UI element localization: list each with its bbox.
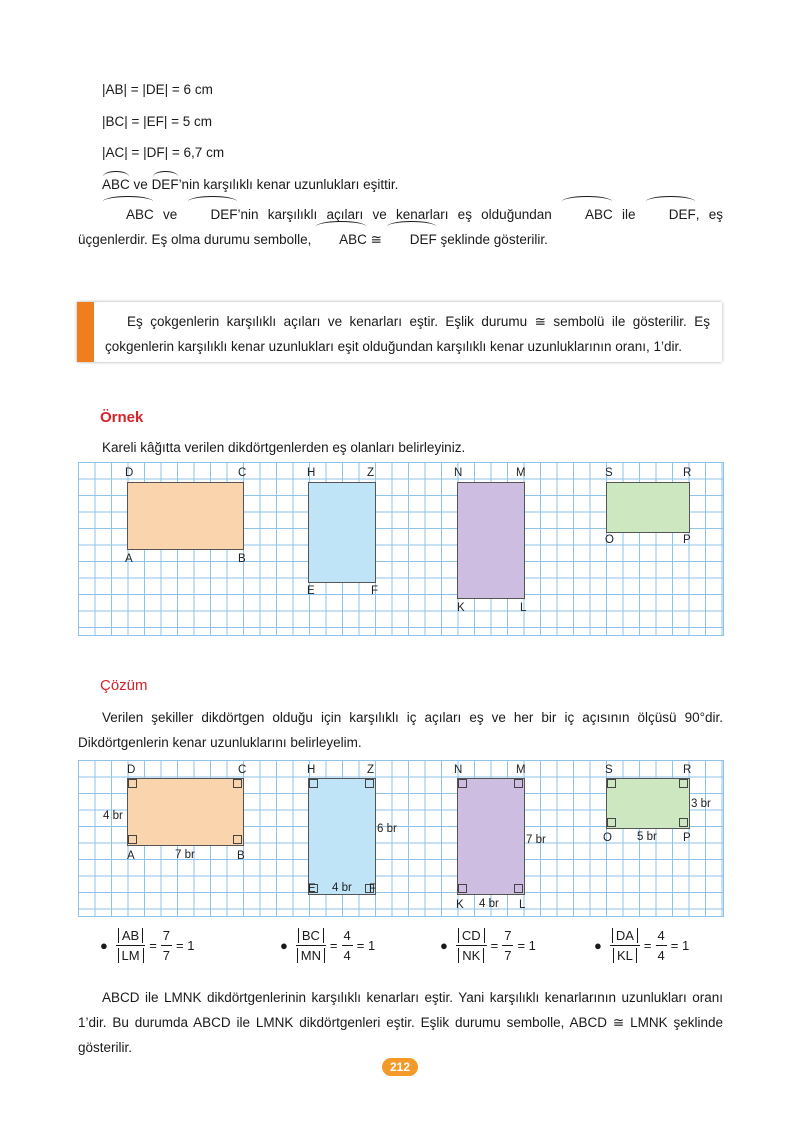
vertex-label: N bbox=[454, 764, 463, 776]
vertex-label: B bbox=[238, 553, 246, 565]
right-angle-mark bbox=[514, 884, 523, 893]
equals-sign: = bbox=[329, 938, 338, 953]
fraction-values bbox=[656, 928, 667, 963]
side-length-label: 3 br bbox=[691, 798, 711, 810]
example-heading: Örnek bbox=[100, 409, 144, 426]
denominator: LM bbox=[118, 948, 144, 963]
rect-abcd bbox=[127, 482, 244, 550]
page-number: 212 bbox=[382, 1058, 418, 1076]
equality-bc-ef: |BC| = |EF| = 5 cm bbox=[102, 114, 213, 129]
vertex-label: H bbox=[307, 467, 316, 479]
rect-oprs bbox=[606, 482, 690, 533]
note-text-part: Eş çokgenlerin karşılıklı açıları ve kenarları eştir. Eşlik durumu bbox=[127, 314, 528, 329]
vertex-label: F bbox=[371, 585, 379, 597]
triangle-def: DEF bbox=[645, 202, 696, 227]
vertex-label: D bbox=[127, 764, 136, 776]
right-angle-mark bbox=[607, 818, 616, 827]
bullet-icon: ● bbox=[280, 938, 288, 953]
fraction-segments bbox=[610, 928, 640, 963]
info-note bbox=[77, 302, 722, 362]
denominator: KL bbox=[613, 948, 637, 963]
numerator: BC bbox=[298, 928, 324, 943]
side-length-label: 4 br bbox=[103, 810, 123, 822]
bullet-icon: ● bbox=[100, 938, 108, 953]
congruence-symbol: ≅ bbox=[534, 314, 546, 329]
right-angle-mark bbox=[128, 779, 137, 788]
grid-paper-2 bbox=[78, 760, 724, 917]
side-length-label: 7 br bbox=[526, 834, 546, 846]
equals-sign: = bbox=[490, 938, 499, 953]
numerator: DA bbox=[612, 928, 638, 943]
vertex-label: H bbox=[307, 764, 316, 776]
ratio-bc-mn bbox=[280, 928, 375, 963]
right-angle-mark bbox=[514, 779, 523, 788]
vertex-label: O bbox=[603, 832, 612, 844]
triangle-abc: ABC bbox=[102, 177, 130, 192]
side-length-label: 4 br bbox=[479, 898, 499, 910]
rect-klmn bbox=[457, 778, 525, 895]
vertex-label: C bbox=[238, 467, 247, 479]
right-angle-mark bbox=[679, 818, 688, 827]
paragraph-congruent-triangles bbox=[78, 202, 723, 252]
vertex-label: E bbox=[308, 883, 316, 895]
vertex-label: M bbox=[516, 467, 526, 479]
vertex-label: P bbox=[683, 534, 691, 546]
ratio-result: = 1 bbox=[176, 938, 195, 953]
equals-sign: = bbox=[149, 938, 157, 953]
note-text bbox=[105, 309, 710, 359]
numerator: 4 bbox=[656, 928, 667, 946]
triangle-abc: ABC bbox=[561, 202, 613, 227]
rect-efzh bbox=[308, 482, 376, 583]
bullet-icon: ● bbox=[594, 938, 602, 953]
side-length-label: 5 br bbox=[637, 831, 657, 843]
fraction-segments bbox=[116, 928, 145, 963]
rect-efzh bbox=[308, 778, 376, 895]
fraction-values bbox=[502, 928, 513, 963]
right-angle-mark bbox=[607, 779, 616, 788]
ratio-result: = 1 bbox=[670, 938, 690, 953]
paragraph-text: şeklinde gösterilir. bbox=[440, 232, 548, 247]
vertex-label: L bbox=[519, 899, 526, 911]
solution-text: Verilen şekiller dikdörtgen olduğu için karşılıklı iç açıları eş ve her bir iç açısının ölçüsü 90°dir. Dikdörtgenlerin kenar uzunluklarını belirleyelim. bbox=[78, 710, 723, 750]
numerator: 7 bbox=[502, 928, 513, 946]
denominator: 4 bbox=[343, 948, 351, 963]
example-text: Kareli kâğıtta verilen dikdörtgenlerden eş olanları belirleyiniz. bbox=[102, 440, 466, 455]
word-ve: ve bbox=[133, 177, 148, 192]
ratio-cd-nk bbox=[440, 928, 536, 963]
fraction-values bbox=[161, 928, 172, 963]
ratio-da-kl bbox=[594, 928, 689, 963]
equality-ac-df: |AC| = |DF| = 6,7 cm bbox=[102, 145, 225, 160]
vertex-label: A bbox=[125, 553, 133, 565]
note-text-part: sembolü ile gösterilir. Eş çokgenlerin karşılıklı kenar uzunlukları eşit olduğundan karşılıklı kenar uzunluklarının oranı, 1’dir. bbox=[105, 314, 711, 354]
numerator: AB bbox=[118, 928, 143, 943]
vertex-label: R bbox=[683, 764, 692, 776]
word-ile: ile bbox=[621, 207, 636, 222]
congruence-symbol: ≅ bbox=[370, 232, 382, 247]
rect-klmn bbox=[457, 482, 525, 599]
denominator: 7 bbox=[504, 948, 512, 963]
fraction-segments bbox=[456, 928, 487, 963]
conclusion-part: LMNK şeklinde gösterilir. bbox=[78, 1015, 723, 1055]
denominator: 4 bbox=[657, 948, 665, 963]
ratio-result: = 1 bbox=[356, 938, 376, 953]
vertex-label: Z bbox=[367, 467, 375, 479]
note-accent-bar bbox=[77, 302, 94, 362]
right-angle-mark bbox=[365, 779, 374, 788]
denominator: MN bbox=[297, 948, 325, 963]
rect-oprs bbox=[606, 778, 690, 829]
paragraph-text: , eş üçgenlerdir. Eş olma durumu sembolle, bbox=[78, 207, 723, 247]
equality-ab-de: |AB| = |DE| = 6 cm bbox=[102, 82, 213, 97]
statement-text: ’nin karşılıklı kenar uzunlukları eşittir. bbox=[178, 177, 399, 192]
equals-sign: = bbox=[643, 938, 652, 953]
vertex-label: C bbox=[238, 764, 247, 776]
numerator: 7 bbox=[161, 928, 172, 946]
vertex-label: K bbox=[457, 602, 465, 614]
bullet-icon: ● bbox=[440, 938, 448, 953]
vertex-label: L bbox=[520, 602, 527, 614]
rect-abcd bbox=[127, 778, 244, 846]
ratio-ab-lm bbox=[100, 928, 194, 963]
grid-paper-1 bbox=[78, 462, 724, 636]
conclusion-text bbox=[78, 985, 723, 1060]
vertex-label: D bbox=[125, 467, 134, 479]
vertex-label: A bbox=[127, 850, 135, 862]
congruence-symbol: ≅ bbox=[612, 1015, 625, 1030]
statement-sides-equal bbox=[102, 177, 398, 192]
triangle-def: DEF bbox=[386, 227, 437, 252]
triangle-abc: ABC bbox=[315, 227, 367, 252]
side-length-label: 4 br bbox=[332, 882, 352, 894]
right-angle-mark bbox=[128, 835, 137, 844]
right-angle-mark bbox=[679, 779, 688, 788]
vertex-label: K bbox=[456, 899, 464, 911]
triangle-def: DEF bbox=[187, 202, 238, 227]
fraction-segments bbox=[296, 928, 326, 963]
vertex-label: M bbox=[516, 764, 526, 776]
triangle-abc: ABC bbox=[102, 202, 154, 227]
right-angle-mark bbox=[309, 779, 318, 788]
vertex-label: Z bbox=[367, 764, 375, 776]
side-length-label: 7 br bbox=[175, 849, 195, 861]
denominator: NK bbox=[458, 948, 484, 963]
vertex-label: B bbox=[237, 850, 245, 862]
side-length-label: 6 br bbox=[377, 823, 397, 835]
vertex-label: E bbox=[307, 585, 315, 597]
triangle-def: DEF bbox=[151, 177, 179, 192]
fraction-values bbox=[342, 928, 353, 963]
paragraph-text: ’nin karşılıklı açıları ve kenarları eş olduğundan bbox=[237, 207, 552, 222]
vertex-label: S bbox=[605, 467, 613, 479]
conclusion-part: ABCD ile LMNK dikdörtgenlerinin karşılıklı kenarları eştir. Yani karşılıklı kenarlarının uzunlukları oranı 1’dir. Bu durumda ABCD ile LMNK dikdörtgenleri eştir. Eşlik durumu sembolle, ABCD bbox=[78, 990, 723, 1030]
vertex-label: F bbox=[369, 883, 377, 895]
right-angle-mark bbox=[458, 779, 467, 788]
right-angle-mark bbox=[233, 779, 242, 788]
right-angle-mark bbox=[458, 884, 467, 893]
numerator: CD bbox=[458, 928, 485, 943]
vertex-label: P bbox=[683, 832, 691, 844]
vertex-label: R bbox=[683, 467, 692, 479]
vertex-label: S bbox=[605, 764, 613, 776]
ratio-result: = 1 bbox=[517, 938, 536, 953]
right-angle-mark bbox=[233, 835, 242, 844]
word-ve: ve bbox=[163, 207, 178, 222]
solution-heading: Çözüm bbox=[100, 677, 148, 694]
numerator: 4 bbox=[342, 928, 353, 946]
denominator: 7 bbox=[162, 948, 171, 963]
vertex-label: N bbox=[454, 467, 463, 479]
vertex-label: O bbox=[605, 534, 614, 546]
